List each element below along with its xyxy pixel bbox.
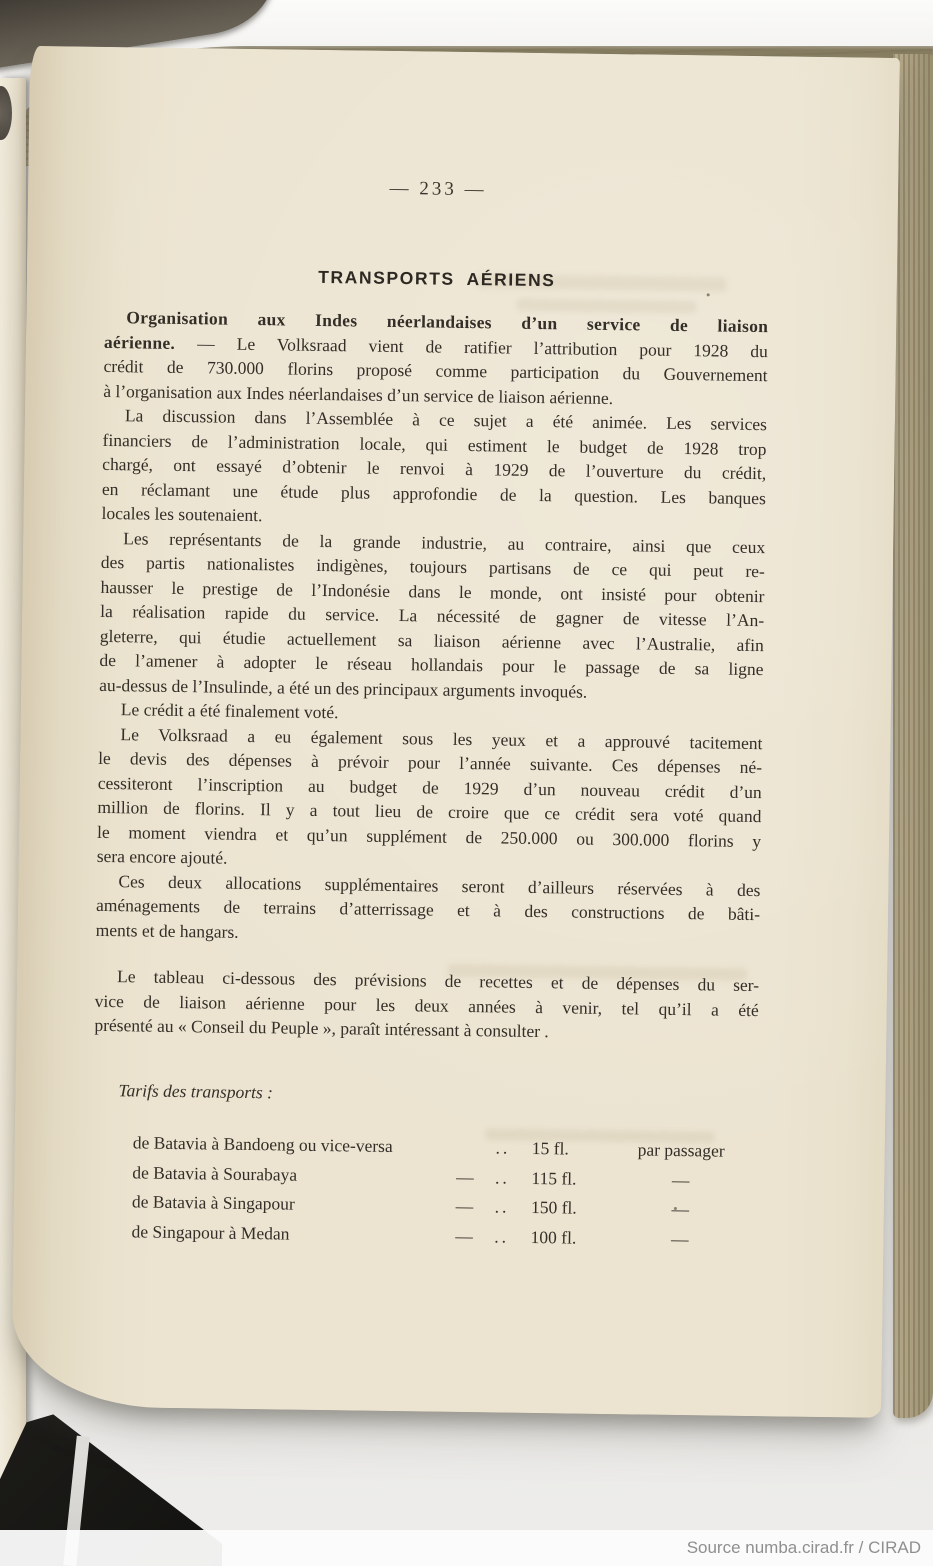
- text-line: gleterre, qui étudie actuellement sa liaison aérienne avec l’Australie, afin: [99, 625, 764, 655]
- page-edges-right: [893, 54, 933, 1418]
- tariff-cell-dots: ..: [494, 1196, 510, 1217]
- tariff-cell-ditto: —: [455, 1225, 473, 1246]
- text-line: hausser le prestige de l’Indonésie dans le monde, ont insisté pour obtenir: [100, 576, 765, 606]
- text-line: la réalisation rapide du service. La nécessité de gagner de vitesse l’An-: [100, 600, 765, 631]
- text-line: aérienne. — Le Volksraad vient de ratifier l’attribution pour 1928 du: [103, 331, 769, 361]
- tariff-heading: Tarifs des transports :: [118, 1079, 274, 1102]
- text-line: Organisation aux Indes néerlandaises d’un service de liaison: [126, 307, 769, 337]
- text-block: [91, 173, 770, 1257]
- text-line: Le tableau ci-dessous des prévisions de recettes et de dépenses du ser-: [116, 966, 760, 996]
- tariff-cell-dots: ..: [495, 1137, 511, 1158]
- text-line: en réclamant une étude plus approfondie de la question. Les banques: [101, 478, 766, 508]
- paragraph: [101, 403, 767, 535]
- tariff-cell-ditto: —: [456, 1166, 474, 1187]
- tariff-cell-route: de Batavia à Sourabaya: [132, 1161, 298, 1185]
- paragraph: [103, 305, 768, 412]
- body-text: [94, 305, 768, 1047]
- text-line: sera encore ajouté.: [96, 845, 228, 868]
- text-line: de l’amener à adopter le réseau hollandais pour le passage de sa ligne: [99, 649, 764, 680]
- text-line: à l’organisation aux Indes néerlandaises d’un service de liaison aérienne.: [103, 380, 614, 408]
- text-line: des partis nationalistes indigènes, toujours partisans de ce qui peut re-: [100, 551, 765, 582]
- paragraph: [99, 525, 765, 706]
- paragraph: [96, 868, 761, 951]
- tariff-cell-dots: ..: [494, 1225, 510, 1247]
- text-line: aménagements de terrains d’atterrissage et à des constructions de bâti-: [95, 894, 761, 925]
- tariff-cell-price: 15 fl.: [531, 1137, 569, 1159]
- text-line: le devis des dépenses à prévoir pour l’année suivante. Ces dépenses né-: [98, 747, 763, 778]
- text-line: La discussion dans l’Assemblée à ce sujet a été animée. Les services: [124, 405, 768, 435]
- source-watermark-text: Source numba.cirad.fr / CIRAD: [686, 1538, 921, 1557]
- text-line: ments et de hangars.: [95, 919, 239, 942]
- text-line: présenté au « Conseil du Peuple », paraît intéressant à consulter .: [94, 1014, 549, 1042]
- tariff-cell-price: 150 fl.: [530, 1196, 577, 1218]
- tariff-cell-ditto: [435, 1153, 495, 1154]
- tariff-cell-route: de Batavia à Singapour: [131, 1191, 295, 1214]
- tariff-cell-note: par passager: [637, 1139, 725, 1161]
- tariff-cell-note: —: [671, 1169, 690, 1190]
- book-page: [11, 46, 900, 1418]
- text-line: million de florins. Il y a tout lieu de croire que ce crédit sera voté quand: [97, 796, 762, 827]
- text-line: financiers de l’administration locale, qui estiment le budget de 1928 trop: [102, 429, 767, 459]
- text-line: vice de liaison aérienne pour les deux années à venir, tel qu’il a été: [94, 990, 759, 1020]
- text-line: au-dessus de l’Insulinde, a été un des principaux arguments invoqués.: [99, 674, 588, 702]
- tariff-cell-route: de Singapour à Medan: [131, 1220, 290, 1244]
- tariff-cell-price: 100 fl.: [530, 1226, 577, 1248]
- tariff-cell-note: —: [671, 1228, 689, 1249]
- tariff-table: [91, 1130, 757, 1257]
- source-watermark-bar: [0, 1530, 933, 1566]
- tariff-cell-price: 115 fl.: [531, 1167, 577, 1189]
- tariff-cell-note: —: [671, 1198, 690, 1220]
- text-line: le moment viendra et qu’un supplément de 250.000 ou 300.000 florins y: [96, 821, 762, 851]
- paragraph: [94, 964, 759, 1047]
- tariff-cell-route: de Batavia à Bandoeng ou vice-versa: [132, 1132, 393, 1157]
- text-line: Les représentants de la grande industrie, au contraire, ainsi que ceux: [123, 527, 766, 557]
- tariff-cell-dots: ..: [494, 1166, 511, 1188]
- text-line: cessiteront l’inscription au budget de 1929 d’un nouveau crédit d’un: [97, 772, 762, 802]
- section-title: TRANSPORTS AÉRIENS: [318, 266, 556, 290]
- text-line: Le crédit a été finalement voté.: [120, 699, 339, 723]
- text-line: chargé, ont essayé d’obtenir le renvoi à 1929 de l’ouverture du crédit,: [102, 453, 767, 484]
- paragraph: [97, 721, 763, 877]
- text-line: locales les soutenaient.: [101, 502, 263, 526]
- text-line: Ces deux allocations supplémentaires seront d’ailleurs réservées à des: [118, 870, 761, 900]
- text-line: crédit de 730.000 florins proposé comme participation du Gouvernement: [103, 355, 768, 386]
- tariff-cell-ditto: —: [455, 1195, 474, 1217]
- text-line: Le Volksraad a eu également sous les yeux et a approuvé tacitement: [120, 723, 763, 753]
- page-number: — 233 —: [389, 177, 487, 201]
